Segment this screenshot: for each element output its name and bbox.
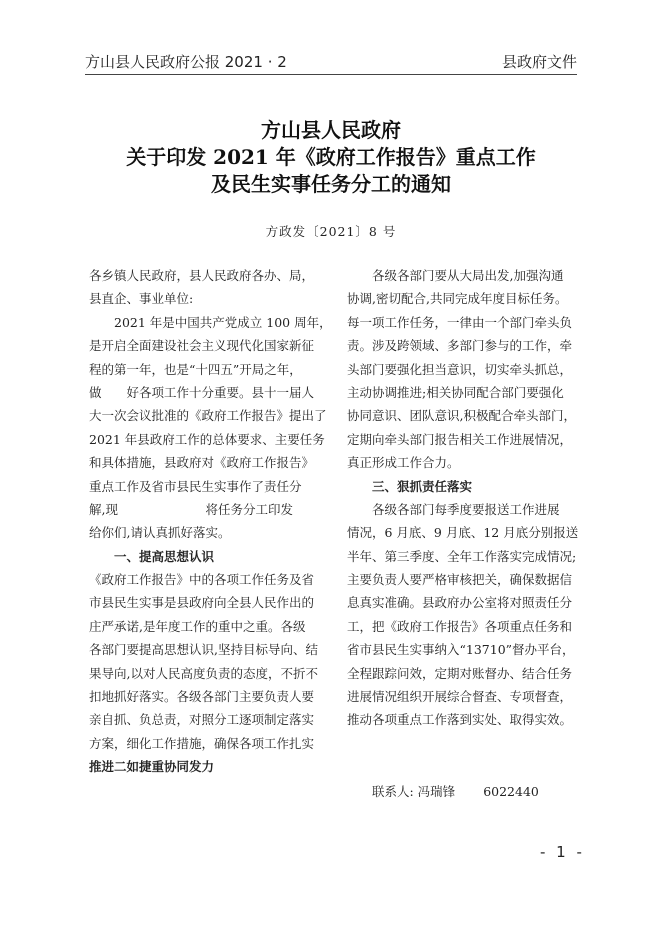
body-line: 主要负责人要严格审核把关，确保数据信 [347, 572, 573, 588]
body-line: 全程跟踪问效，定期对账督办、结合任务 [347, 665, 573, 681]
body-line: 工，把《政府工作报告》各项重点任务和 [347, 618, 573, 634]
body-line: 进展情况组织开展综合督查、专项督查， [347, 689, 573, 705]
header-section: 县政府文件 [501, 53, 577, 71]
body-line: 是开启全面建设社会主义现代化国家新征 [89, 338, 315, 354]
body-line: 庄严承诺,是年度工作的重中之重。各级 [89, 618, 306, 634]
header-divider [85, 74, 577, 75]
page-header [85, 44, 577, 72]
body-line: 扣地抓好落实。各级各部门主要负责人要 [89, 689, 315, 705]
body-line: 真正形成工作合力。 [347, 455, 460, 471]
body-line: 解,现 将任务分工印发 [89, 501, 293, 517]
body-line: 责。涉及跨领域、多部门参与的工作，牵 [347, 338, 573, 354]
contact-info [372, 782, 539, 800]
title-line: 方山县人民政府 [261, 118, 401, 142]
body-line: 半年、第三季度、全年工作落实完成情况; [347, 548, 577, 564]
body-line: 协调,密切配合,共同完成年度目标任务。 [347, 291, 568, 307]
body-line: 省市县民生实事纳入“13710”督办平台， [347, 642, 575, 658]
body-line: 定期向牵头部门报告相关工作进展情况， [347, 431, 573, 447]
body-line: 每一项工作任务，一律由一个部门牵头负 [347, 314, 573, 330]
document-title [0, 117, 662, 198]
body-line: 市县民生实事是县政府向全县人民作出的 [89, 595, 315, 611]
body-line: 方案，细化工作措施，确保各项工作扎实 [89, 735, 315, 751]
section-heading: 推进二如捷重协同发力 [89, 759, 215, 775]
body-line: 大一次会议批准的《政府工作报告》提出了 [89, 408, 327, 424]
header-publication: 方山县人民政府公报 2021 · 2 [85, 53, 287, 71]
body-line: 推动各项重点工作落到实处、取得实效。 [347, 712, 573, 728]
section-heading: 三、狠抓责任落实 [372, 478, 473, 494]
document-number: 方政发〔2021〕8 号 [265, 224, 397, 239]
body-line: 果导向,以对人民高度负责的态度，不折不 [89, 665, 318, 681]
body-line: 做 好各项工作十分重要。县十一届人 [89, 384, 315, 400]
body-line: 各部门要提高思想认识,坚持目标导向、结 [89, 642, 318, 658]
body-line: 头部门要强化担当意识，切实牵头抓总， [347, 361, 573, 377]
body-line: 和具体措施，县政府对《政府工作报告》 [89, 455, 315, 471]
contact-phone: 6022440 [483, 784, 539, 799]
body-line: 2021 年县政府工作的总体要求、主要任务 [89, 431, 325, 447]
right-column [347, 264, 591, 732]
body-line: 各级各部门每季度要报送工作进展 [372, 501, 560, 517]
body-line: 给你们,请认真抓好落实。 [89, 525, 231, 541]
contact-person: 联系人: 冯瑞锋 [372, 784, 456, 799]
body-line: 《政府工作报告》中的各项工作任务及省 [89, 572, 315, 588]
page-number: - 1 - [540, 843, 585, 861]
title-line: 关于印发 2021 年《政府工作报告》重点工作 [126, 145, 536, 169]
body-line: 息真实准确。县政府办公室将对照责任分 [347, 595, 573, 611]
left-column [89, 264, 333, 779]
body-line: 协同意识、团队意识,积极配合牵头部门， [347, 408, 576, 424]
body-line: 重点工作及省市县民生实事作了责任分 [89, 478, 302, 494]
body-line: 2021 年是中国共产党成立 100 周年， [114, 314, 332, 330]
salutation-line: 各乡镇人民政府，县人民政府各办、局， [89, 268, 315, 283]
body-line: 各级各部门要从大局出发,加强沟通 [372, 268, 564, 283]
body-line: 主动协调推进;相关协同配合部门要强化 [347, 384, 564, 400]
body-line: 情况，6 月底、9 月底、12 月底分别报送 [347, 525, 579, 541]
section-heading: 一、提高思想认识 [114, 548, 215, 564]
body-line: 亲自抓、负总责，对照分工逐项制定落实 [89, 712, 315, 728]
title-line: 及民生实事任务分工的通知 [211, 172, 451, 196]
body-line: 程的第一年，也是“十四五”开局之年， [89, 361, 302, 377]
salutation-line: 县直企、事业单位: [89, 291, 194, 307]
